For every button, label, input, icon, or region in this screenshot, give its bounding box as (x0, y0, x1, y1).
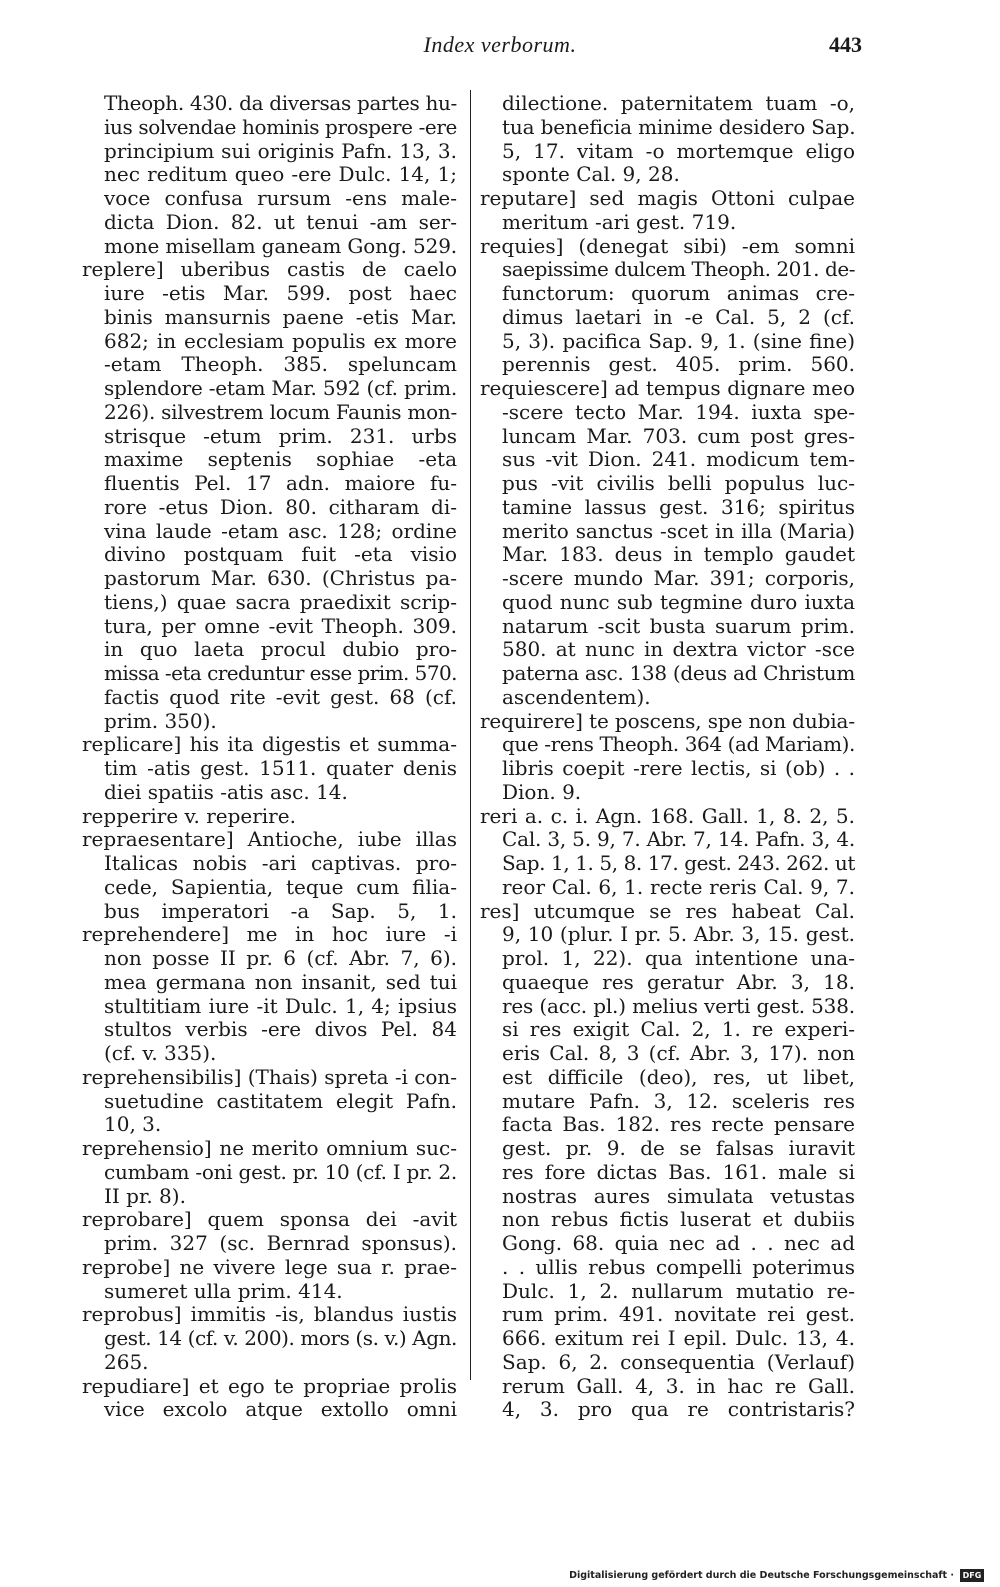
index-line: Theoph. 430. da diversas partes hu- (104, 92, 457, 115)
index-line: sponte Cal. 9, 28. (502, 163, 680, 187)
index-line: functorum: quorum animas cre- (502, 282, 855, 305)
index-line: reprobare] quem sponsa dei -avit (82, 1208, 457, 1232)
index-line: reprobus] immitis -is, blandus iustis (82, 1303, 457, 1327)
index-line: rum prim. 491. novitate rei gest. (502, 1303, 855, 1327)
index-line: mutare Pafn. 3, 12. sceleris res (502, 1089, 855, 1113)
index-line: replicare] his ita digestis et summa- (82, 733, 457, 757)
index-line: fluentis Pel. 17 adn. maiore fu- (104, 472, 457, 495)
index-line: 9, 10 (plur. I pr. 5. Abr. 3, 15. gest. (502, 923, 855, 947)
index-line: si res exigit Cal. 2, 1. re experi- (502, 1018, 855, 1042)
index-line: vice excolo atque extollo omni (104, 1398, 457, 1422)
index-line: sumeret ulla prim. 414. (104, 1279, 343, 1303)
index-line: Dion. 9. (502, 780, 582, 804)
index-line: non rebus fictis luserat et dubiis (502, 1208, 855, 1232)
index-line: est difficile (deo), res, ut libet, (502, 1065, 855, 1089)
index-line: saepissime dulcem Theoph. 201. de- (502, 258, 855, 282)
index-line: que -rens Theoph. 364 (ad Mariam). (502, 733, 855, 757)
index-line: libris coepit -rere lectis, si (ob) . . (502, 757, 855, 780)
index-line: requiescere] ad tempus dignare meo (480, 377, 855, 400)
index-line: 5, 3). pacifica Sap. 9, 1. (sine fine) (502, 329, 855, 353)
index-line: repudiare] et ego te propriae prolis (82, 1374, 457, 1398)
index-line: suetudine castitatem elegit Pafn. (104, 1089, 457, 1113)
index-line: cede, Sapientia, teque cum filia- (104, 875, 457, 899)
index-line: gest. pr. 9. de se falsas iuravit (502, 1137, 855, 1160)
index-line: quaeque res geratur Abr. 3, 18. (502, 970, 855, 994)
index-line: 666. exitum rei I epil. Dulc. 13, 4. (502, 1327, 855, 1350)
digitization-credit: Digitalisierung gefördert durch die Deutsche Forschungsgemeinschaft · (569, 1570, 954, 1581)
index-line: -scere mundo Mar. 391; corporis, (502, 567, 855, 590)
index-line: res fore dictas Bas. 161. male si (502, 1160, 855, 1184)
page-title: Index verborum. (423, 32, 577, 57)
index-line: voce confusa rursum -ens male- (104, 187, 457, 210)
index-line: prol. 1, 22). qua intentione una- (502, 947, 855, 970)
index-line: Sap. 6, 2. consequentia (Verlauf) (502, 1350, 855, 1374)
index-line: merito sanctus -scet in illa (Maria) (502, 519, 855, 543)
index-line: 265. (104, 1350, 149, 1374)
index-line: cumbam -oni gest. pr. 10 (cf. I pr. 2. (104, 1160, 457, 1184)
index-line: stultos verbis -ere divos Pel. 84 (104, 1018, 457, 1042)
index-line: 226). silvestrem locum Faunis mon- (104, 400, 457, 424)
index-line: binis mansurnis paene -etis Mar. (104, 305, 457, 329)
index-line: reri a. c. i. Agn. 168. Gall. 1, 8. 2, 5. (480, 804, 855, 828)
index-line: facta Bas. 182. res recte pensare (502, 1113, 855, 1137)
index-line: dimus laetari in -e Cal. 5, 2 (cf. (502, 305, 855, 329)
index-line: Dulc. 1, 2. nullarum mutatio re- (502, 1279, 855, 1303)
page-number: 443 (829, 32, 862, 57)
index-line: non posse II pr. 6 (cf. Abr. 7, 6). (104, 947, 457, 970)
index-line: diei spatiis -atis asc. 14. (104, 780, 348, 804)
index-line: reputare] sed magis Ottoni culpae (480, 187, 855, 210)
index-line: res] utcumque se res habeat Cal. (480, 899, 855, 923)
index-line: vina laude -etam asc. 128; ordine (104, 519, 457, 543)
index-line: prim. 327 (sc. Bernrad sponsus). (104, 1232, 457, 1255)
index-line: reprehensio] ne merito omnium suc- (82, 1137, 457, 1160)
left-column (82, 92, 457, 1422)
index-line: bus imperatori -a Sap. 5, 1. (104, 899, 457, 923)
index-line: dicta Dion. 82. ut tenui -am ser- (104, 210, 457, 234)
dfg-logo: DFG (960, 1569, 984, 1582)
index-line: mone misellam ganeam Gong. 529. (104, 234, 457, 258)
index-line: ascendentem). (502, 685, 651, 709)
index-line: stultitiam iure -it Dulc. 1, 4; ipsius (104, 994, 457, 1018)
index-line: nostras aures simulata vetustas (502, 1184, 855, 1208)
index-line: repperire v. reperire. (82, 804, 296, 828)
column-divider (470, 90, 471, 1380)
index-line: 580. at nunc in dextra victor -sce (502, 638, 855, 662)
index-line: 4, 3. pro qua re contristaris? (502, 1398, 855, 1422)
index-line: sus -vit Dion. 241. modicum tem- (502, 448, 855, 472)
index-line: -etam Theoph. 385. speluncam (104, 353, 457, 377)
index-line: natarum -scit busta suarum prim. (502, 614, 855, 638)
index-line: dilectione. paternitatem tuam -o, (502, 92, 855, 115)
index-line: gest. 14 (cf. v. 200). mors (s. v.) Agn. (104, 1327, 457, 1350)
index-line: in quo laeta procul dubio pro- (104, 638, 457, 662)
index-line: prim. 350). (104, 709, 217, 733)
index-line: rore -etus Dion. 80. citharam di- (104, 495, 457, 519)
index-line: Gong. 68. quia nec ad . . nec ad (502, 1232, 855, 1255)
index-line: reprobe] ne vivere lege sua r. prae- (82, 1255, 457, 1279)
index-line: ius solvendae hominis prospere -ere (104, 115, 457, 139)
index-line: Cal. 3, 5. 9, 7. Abr. 7, 14. Pafn. 3, 4. (502, 828, 855, 852)
index-line: requies] (denegat sibi) -em somni (480, 234, 855, 258)
index-line: meritum -ari gest. 719. (502, 210, 737, 234)
index-line: Italicas nobis -ari captivas. pro- (104, 852, 457, 875)
index-line: quod nunc sub tegmine duro iuxta (502, 590, 855, 614)
index-line: 10, 3. (104, 1113, 162, 1137)
index-line: reprehensibilis] (Thais) spreta -i con- (82, 1065, 457, 1089)
index-line: rerum Gall. 4, 3. in hac re Gall. (502, 1374, 855, 1398)
index-line: . . ullis rebus compelli poterimus (502, 1255, 855, 1279)
index-line: (cf. v. 335). (104, 1042, 217, 1065)
index-line: strisque -etum prim. 231. urbs (104, 424, 457, 448)
index-line: missa -eta creduntur esse prim. 570. (104, 662, 457, 685)
index-line: res (acc. pl.) melius verti gest. 538. (502, 994, 855, 1018)
index-line: luncam Mar. 703. cum post gres- (502, 424, 855, 448)
index-line: requirere] te poscens, spe non dubia- (480, 709, 855, 733)
index-line: replere] uberibus castis de caelo (82, 258, 457, 282)
index-line: divino postquam fuit -eta visio (104, 543, 457, 567)
index-line: pus -vit civilis belli populus luc- (502, 472, 855, 495)
index-line: 5, 17. vitam -o mortemque eligo (502, 139, 855, 163)
index-line: principium sui originis Pafn. 13, 3. (104, 139, 457, 163)
index-line: mea germana non insanit, sed tui (104, 970, 457, 994)
index-line: tiens,) quae sacra praedixit scrip- (104, 590, 457, 614)
index-line: tamine lassus gest. 316; spiritus (502, 495, 855, 519)
index-line: perennis gest. 405. prim. 560. (502, 353, 855, 377)
index-line: tua beneficia minime desidero Sap. (502, 115, 855, 139)
index-line: paterna asc. 138 (deus ad Christum (502, 662, 855, 685)
index-line: tura, per omne -evit Theoph. 309. (104, 614, 457, 638)
index-line: iure -etis Mar. 599. post haec (104, 282, 457, 305)
right-column (480, 92, 855, 1422)
index-line: II pr. 8). (104, 1184, 186, 1208)
index-line: Sap. 1, 1. 5, 8. 17. gest. 243. 262. ut (502, 852, 855, 875)
index-line: -scere tecto Mar. 194. iuxta spe- (502, 400, 855, 424)
index-line: repraesentare] Antioche, iube illas (82, 828, 457, 852)
index-line: 682; in ecclesiam populis ex more (104, 329, 457, 353)
index-line: tim -atis gest. 1511. quater denis (104, 757, 457, 780)
index-line: reprehendere] me in hoc iure -i (82, 923, 457, 947)
index-line: Mar. 183. deus in templo gaudet (502, 543, 855, 567)
index-line: splendore -etam Mar. 592 (cf. prim. (104, 377, 457, 400)
index-line: eris Cal. 8, 3 (cf. Abr. 3, 17). non (502, 1042, 855, 1065)
index-line: maxime septenis sophiae -eta (104, 448, 457, 472)
index-line: nec reditum queo -ere Dulc. 14, 1; (104, 163, 457, 187)
index-line: factis quod rite -evit gest. 68 (cf. (104, 685, 457, 709)
index-line: pastorum Mar. 630. (Christus pa- (104, 567, 457, 590)
index-line: reor Cal. 6, 1. recte reris Cal. 9, 7. (502, 875, 855, 899)
